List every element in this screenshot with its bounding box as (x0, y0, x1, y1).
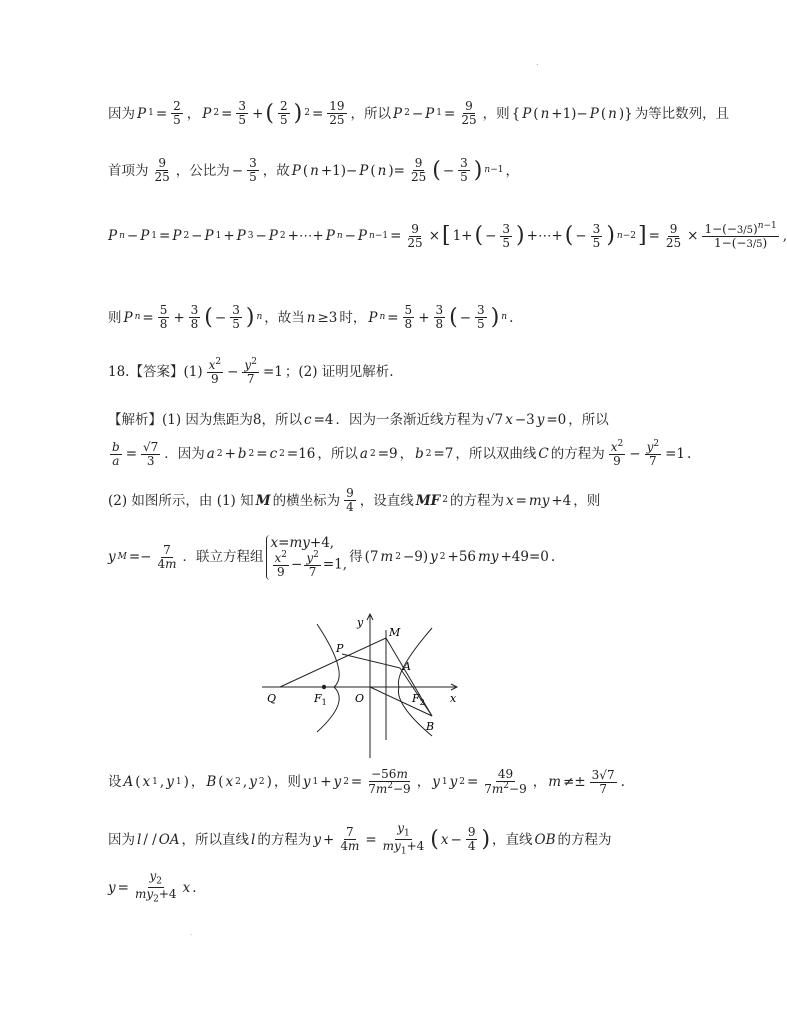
line-3: P n − P 1 = P 2 − P 1 + P 3 − P 2 +⋯+ P n − P n−1 = $\frac{9}{25}$ × [ 1+ ( − $\frac{3}{5}$ ) +⋯+ ( − $\frac{3}{5}$ ) n−2 ] = $\frac{9}{25}$ × $\frac{1-(-3/5)^{n-1}}{1-(-3/5)}$ , (108, 221, 787, 251)
label-B: B (426, 720, 435, 733)
label-P: P (336, 642, 344, 655)
label-M: M (389, 626, 401, 639)
hyperbola-left-branch (317, 624, 339, 732)
label-y: y (357, 616, 364, 629)
line-6: 【解析】(1) 因为焦距为8，所以 c =4 ．因为一条渐近线方程为 √7 x −3 y =0 ，所以 (108, 412, 609, 428)
bottom-dot-mark: . (190, 928, 193, 937)
top-dot-mark: . (536, 58, 539, 67)
label-F1: $F_1$ (314, 692, 327, 707)
line-9: y M =− $\frac{7}{4m}$ ．联立方程组 x=my+4, $\frac{x^2}{9}$ − $\frac{y^2}{7}$ =1, 得 (7 m 2 −9) y 2 +56 my +49=0 . (108, 535, 556, 580)
label-A: A (403, 660, 411, 673)
line-PA (342, 654, 400, 668)
line-5-answer: 18.【答案】(1) $\frac{x^2}{9}$ − $\frac{y^2}{7}$ =1 ；(2) 证明见解析. (108, 357, 394, 387)
line-10: 设 A ( x 1 , y 1 ) ， B ( x 2 , y 2 ) ，则 y 1 + y 2 = $\frac{-56m}{7m^2-9}$ ， y 1 y 2 = $\frac{49}{7m^2-9}$ ， m ≠± $\frac{3√7}{7}$ . (108, 767, 625, 797)
hyperbola-diagram (262, 612, 472, 760)
line-MB (386, 638, 432, 716)
point-F1 (322, 685, 326, 689)
line-8: (2) 如图所示，由 (1) 知 M 的横坐标为 $\frac{9}{4}$ ，设直线 MF 2 的方程为 x = my +4 ，则 (108, 486, 601, 515)
label-O: O (355, 692, 365, 705)
line-1: 因为 P 1 = $\frac{2}{5}$ ， P 2 = $\frac{3}{5}$ + ( $\frac{2}{5}$ ) 2 = $\frac{19}{25}$ ，所以 P 2 − P 1 = $\frac{9}{25}$ ，则 { P ( n +1)− P ( n )} 为等比数列，且 (108, 99, 730, 128)
line-2: 首项为 $\frac{9}{25}$ ，公比为 − $\frac{3}{5}$ ，故 P ( n +1)− P ( n )= $\frac{9}{25}$ ( − $\frac{3}{5}$ ) n−1 ， (108, 156, 519, 185)
line-11: 因为 l / / OA ，所以直线 l 的方程为 y + $\frac{7}{4m}$ = $\frac{y_1}{my_1+4}$ ( x − $\frac{9}{4}$ ) ，直线 OB 的方程为 (108, 821, 612, 857)
label-F2: $F_2$ (412, 692, 425, 707)
line-4: 则 P n = $\frac{5}{8}$ + $\frac{3}{8}$ ( − $\frac{3}{5}$ ) n ，故当 n ≥3 时， P n = $\frac{5}{8}$ + $\frac{3}{8}$ ( − $\frac{3}{5}$ ) n . (108, 303, 514, 332)
line-7: $\frac{b}{a}$ = $\frac{√7}{3}$ ．因为 a 2 + b 2 = c 2 =16 ，所以 a 2 =9 ， b 2 =7 ，所以双曲线 C 的方程为 $\frac{x^2}{9}$ − $\frac{y^2}{7}$ =1 . (112, 439, 692, 469)
line-12: y = $\frac{y_2}{my_2+4}$ x . (108, 869, 197, 905)
label-Q: Q (267, 692, 277, 705)
label-x: x (450, 692, 457, 705)
